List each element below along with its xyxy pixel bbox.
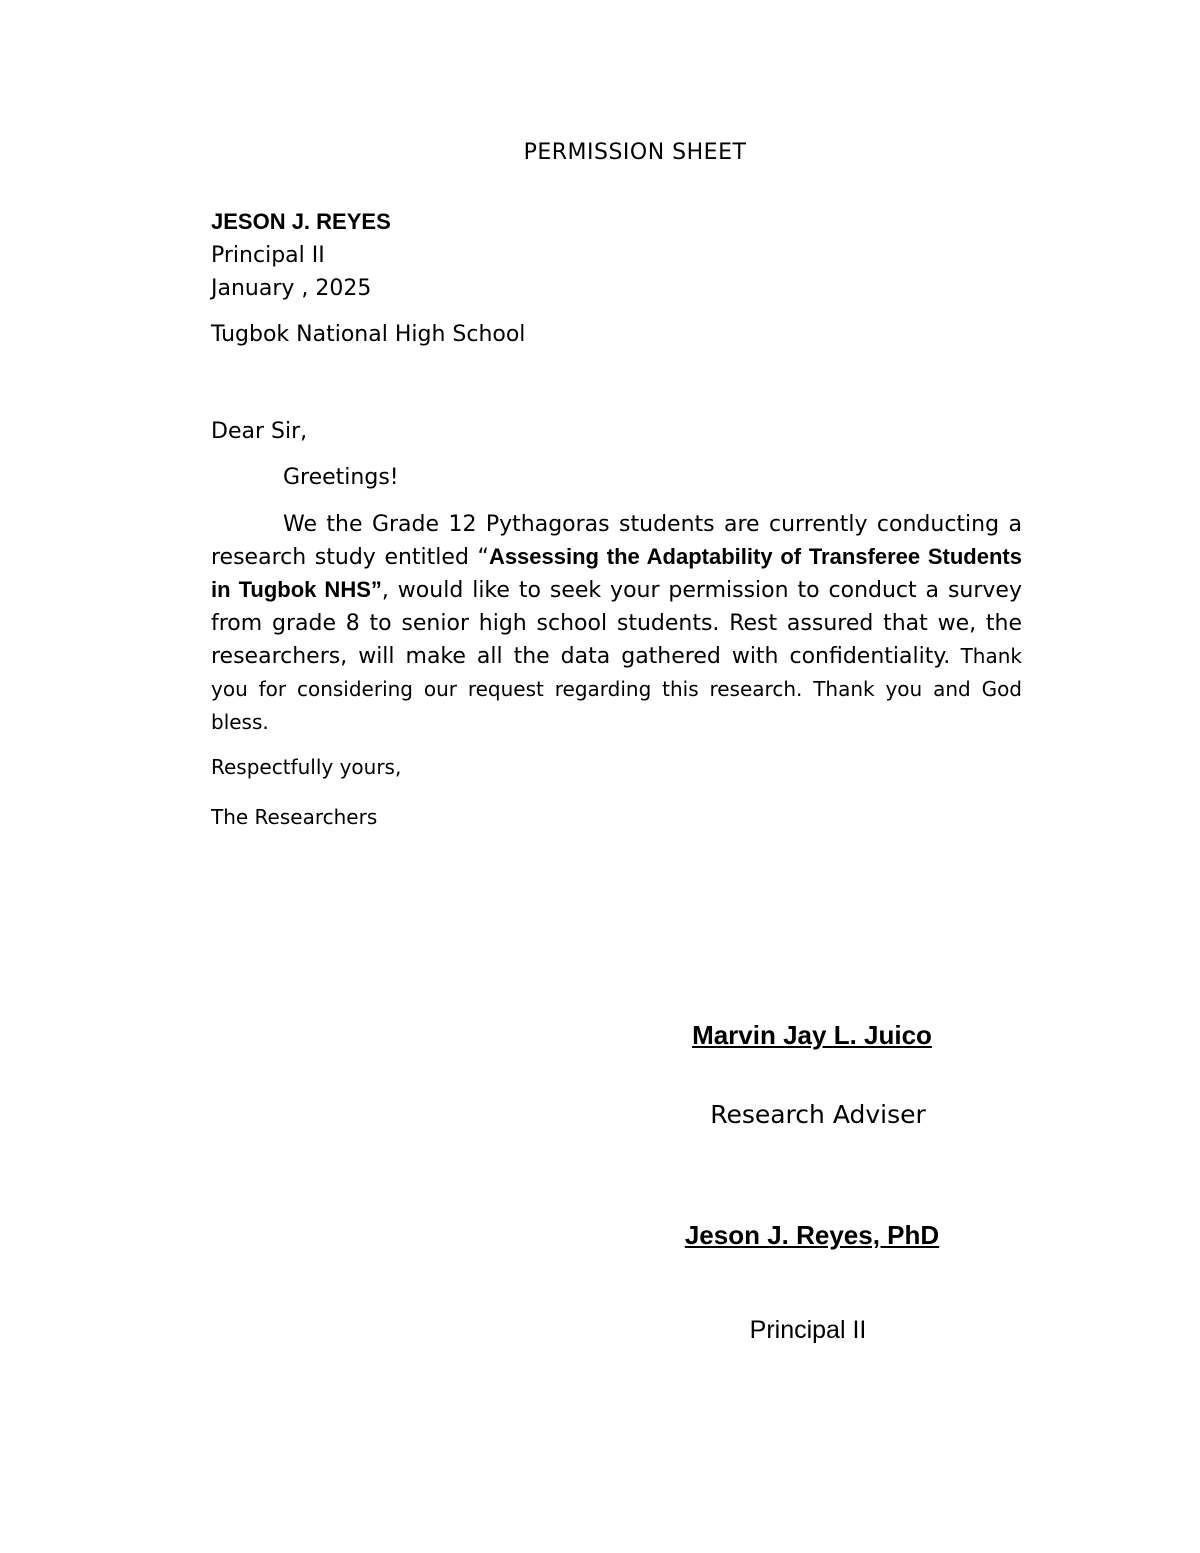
letter-body (211, 509, 1022, 739)
body-intro: We the Grade 12 Pythagoras students are currently conducting a research study entitled “ (211, 512, 1022, 571)
body-closing-sentence: Thank you for considering our request regarding this research. Thank you and God bless. (211, 643, 1022, 735)
principal-role: Principal II (749, 1316, 867, 1344)
recipient-position: Principal II (211, 243, 325, 268)
study-title: Assessing the Adaptability of Transferee Students in Tugbok NHS” (211, 544, 1022, 603)
salutation: Dear Sir, (211, 419, 308, 444)
closing-phrase: Respectfully yours, (211, 755, 402, 779)
adviser-name: Marvin Jay L. Juico (692, 1020, 932, 1050)
document-title: PERMISSION SHEET (523, 140, 747, 165)
school-name: Tugbok National High School (211, 322, 526, 347)
body-continuation: , would like to seek your permission to conduct a survey from grade 8 to senior high school students. Rest assured that we, the researchers, will make all the data gathered with confidentiality. (211, 578, 1022, 669)
signoff: The Researchers (211, 805, 378, 829)
letter-date: January , 2025 (211, 276, 372, 301)
recipient-name: JESON J. REYES (211, 209, 391, 234)
greeting: Greetings! (283, 465, 399, 490)
adviser-role: Research Adviser (710, 1100, 926, 1129)
principal-name: Jeson J. Reyes, PhD (684, 1220, 940, 1250)
